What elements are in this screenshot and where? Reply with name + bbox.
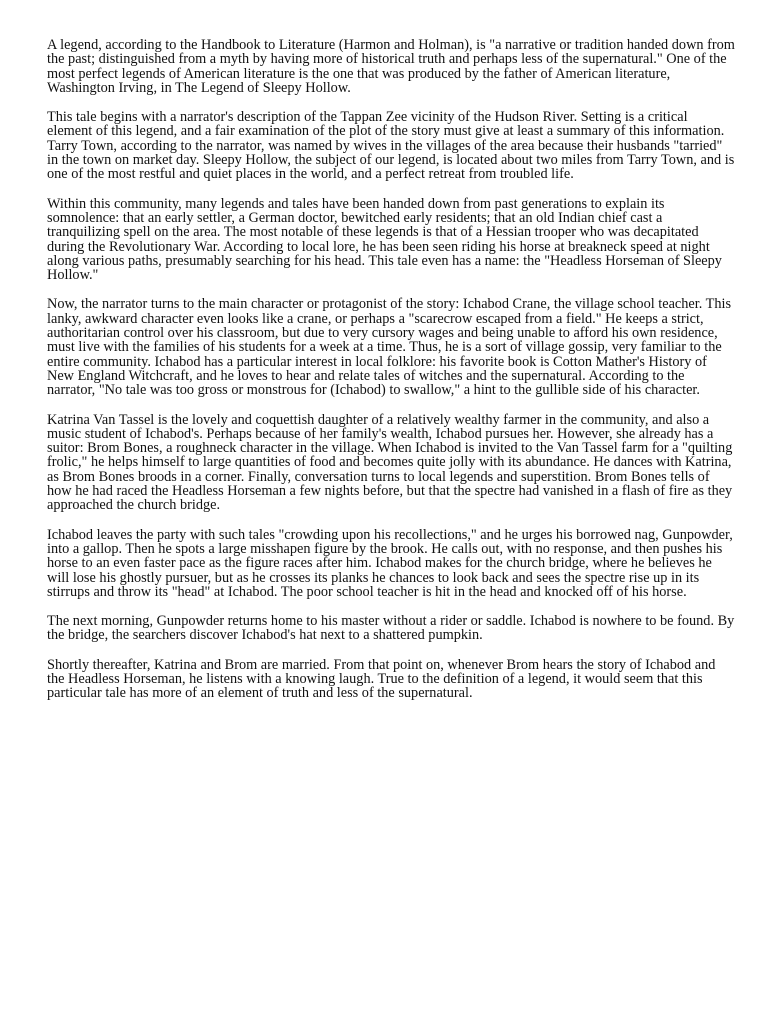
paragraph-intro: A legend, according to the Handbook to Literature (Harmon and Holman), is "a narrative or tradition handed down from the past; distinguished from a myth by having more of historical truth and perhaps less of the supernatural." One of the most perfect legends of American literature is the one that was produced by the father of American literature, Washington Irving, in The Legend of Sleepy Hollow. <box>47 37 735 96</box>
paragraph-conclusion: Shortly thereafter, Katrina and Brom are married. From that point on, whenever Brom hears the story of Ichabod and the Headless Horseman, he listens with a knowing laugh. True to the definition of a legend, it would seem that this particular tale has more of an element of truth and less of the supernatural. <box>47 656 716 702</box>
paragraph-chase: Ichabod leaves the party with such tales "crowding upon his recollections," and he urges his borrowed nag, Gunpowder, into a gallop. Then he spots a large misshapen figure by the brook. He calls out, with no response, and then pushes his horse to an even faster pace as the figure races after him. Ichabod makes for the church bridge, where he believes he will lose his ghostly pursuer, but as he crosses its planks he chances to look back and sees the spectre rise up in its stirrups and throw its "head" at Ichabod. The poor school teacher is hit in the head and knocked off of his horse. <box>47 526 733 600</box>
paragraph-community: Within this community, many legends and tales have been handed down from past generations to explain its somnolence: that an early settler, a German doctor, bewitched early residents; that an old Indian chief cast a tranquilizing spell on the area. The most notable of these legends is that of a Hessian trooper who was decapitated during the Revolutionary War. According to local lore, he has been seen riding his horse at breakneck speed at night along various paths, presumably searching for his head. This tale even has a name: the "Headless Horseman of Sleepy Hollow." <box>47 195 722 284</box>
paragraph-ichabod: Now, the narrator turns to the main character or protagonist of the story: Ichabod Crane, the village school teacher. This lanky, awkward character even looks like a crane, or perhaps a "scarecrow escaped from a field." He keeps a strict, authoritarian control over his classroom, but due to very cursory wages and being unable to afford his own residence, must live with the families of his students for a week at a time. Thus, he is a sort of village gossip, very familiar to the entire community. Ichabod has a particular interest in local folklore: his favorite book is Cotton Mather's History of New England Witchcraft, and he loves to hear and relate tales of witches and the supernatural. According to the narrator, "No tale was too gross or monstrous for (Ichabod) to swallow," a hint to the gullible side of his character. <box>47 296 732 399</box>
paragraph-setting: This tale begins with a narrator's description of the Tappan Zee vicinity of the Hudson River. Setting is a critical element of this legend, and a fair examination of the plot of the story must give at least a summary of this information. Tarry Town, according to the narrator, was named by wives in the villages of the area because their husbands "tarried" in the town on market day. Sleepy Hollow, the subject of our legend, is located about two miles from Tarry Town, and is one of the most restful and quiet places in the world, and a perfect retreat from troubled life. <box>47 109 735 183</box>
document-page <box>47 38 735 716</box>
paragraph-morning: The next morning, Gunpowder returns home to his master without a rider or saddle. Ichabod is nowhere to be found. By the bridge, the searchers discover Ichabod's hat next to a shattered pumpkin. <box>47 613 735 644</box>
paragraph-katrina: Katrina Van Tassel is the lovely and coquettish daughter of a relatively wealthy farmer in the community, and also a music student of Ichabod's. Perhaps because of her family's wealth, Ichabod pursues her. However, she already has a suitor: Brom Bones, a roughneck character in the village. When Ichabod is invited to the Van Tassel farm for a "quilting frolic," he helps himself to large quantities of food and becomes quite jolly with its abundance. He dances with Katrina, as Brom Bones broods in a corner. Finally, conversation turns to local legends and superstition. Brom Bones tells of how he had raced the Headless Horseman a few nights before, but that the spectre had vanished in a flash of fire as they approached the church bridge. <box>47 411 733 514</box>
